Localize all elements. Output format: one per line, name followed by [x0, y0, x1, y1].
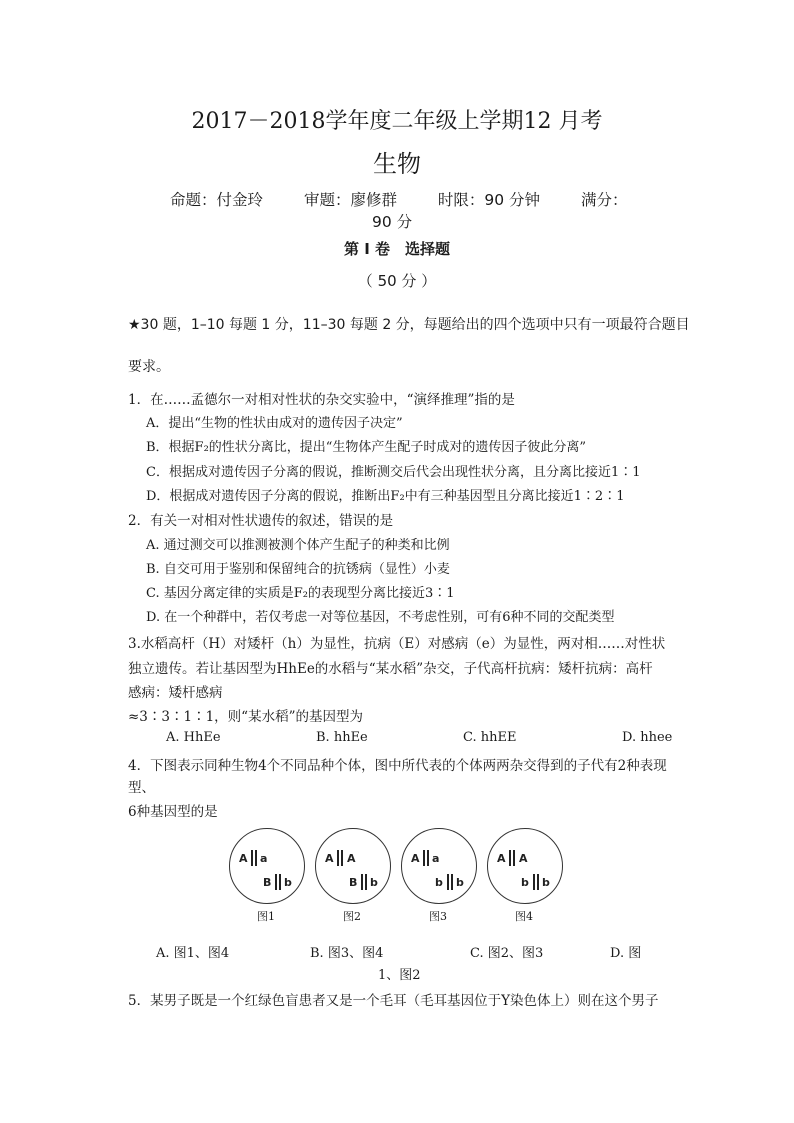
allele-label: b [521, 876, 529, 889]
allele-label: A [325, 852, 334, 865]
allele-label: b [435, 876, 443, 889]
q1-option-c: C．根据成对遗传因子分离的假说，推断测交后代会出现性状分离，且分离比接近1∶1 [146, 465, 641, 480]
q3-option-b: B. hhEe [316, 730, 368, 745]
figure-3 [397, 828, 479, 924]
q4-option-c: C. 图2、图3 [470, 946, 544, 961]
allele-label: B [349, 876, 358, 889]
q1-option-d: D．根据成对遗传因子分离的假说，推断出F₂中有三种基因型且分离比接近1∶2∶1 [146, 489, 625, 504]
q2-option-d: D. 在一个种群中，若仅考虑一对等位基因，不考虑性别，可有6种不同的交配类型 [146, 610, 615, 625]
figure-2 [311, 828, 393, 924]
q2-option-b: B. 自交可用于鉴别和保留纯合的抗锈病（显性）小麦 [146, 562, 450, 577]
q3-option-c: C. hhEE [463, 730, 517, 745]
meta-reviewer: 审题：廖修群 [303, 191, 397, 209]
cell-circle [229, 828, 305, 904]
allele-label: b [542, 876, 550, 889]
cell-circle [315, 828, 391, 904]
allele-label: a [260, 852, 268, 865]
q4-option-d: D. 图 [610, 946, 642, 961]
q1-option-b: B．根据F₂的性状分离比，提出“生物体产生配子时成对的遗传因子彼此分离” [146, 440, 587, 455]
allele-label: b [370, 876, 378, 889]
instructions-line1: ★30 题，1–10 每题 1 分，11–30 每题 2 分，每题给出的四个选项中只有一项最符合题目 [128, 317, 690, 333]
q4-line2: 型、 [128, 780, 155, 796]
meta-fullscore: 满分： [581, 191, 628, 209]
q3-line3: 感病：矮杆感病 [128, 685, 223, 701]
q2-option-a: A. 通过测交可以推测被测个体产生配子的种类和比例 [146, 538, 450, 553]
figure-4 [483, 828, 565, 924]
q1-stem: 1．在……孟德尔一对相对性状的杂交实验中，“演绎推理”指的是 [128, 392, 515, 408]
allele-label: A [239, 852, 248, 865]
allele-label: A [519, 852, 528, 865]
meta-fullscore-value: 90 分 [372, 213, 413, 231]
cell-circle [487, 828, 563, 904]
cell-circle [401, 828, 477, 904]
q4-option-a: A. 图1、图4 [156, 946, 230, 961]
q5-line1: 5．某男子既是一个红绿色盲患者又是一个毛耳（毛耳基因位于Y染色体上）则在这个男子 [128, 993, 659, 1009]
q3-option-d: D. hhee [622, 730, 673, 745]
allele-label: A [347, 852, 356, 865]
figure-1 [225, 828, 307, 924]
allele-label: b [284, 876, 292, 889]
allele-label: A [497, 852, 506, 865]
subject-title: 生物 [373, 150, 421, 178]
meta-author: 命题：付金玲 [170, 191, 264, 209]
q3-line2: 独立遗传。若让基因型为HhEe的水稻与“某水稻”杂交，子代高杆抗病：矮杆抗病：高杆 [128, 661, 653, 677]
exam-meta [170, 188, 664, 210]
meta-time: 时限：90 分钟 [437, 191, 541, 209]
instructions-line2: 要求。 [128, 359, 170, 375]
q4-line3: 6种基因型的是 [128, 804, 218, 820]
q4-option-d-cont: 1、图2 [378, 968, 421, 983]
figure-caption: 图3 [429, 910, 447, 923]
q3-line4: ≈3∶3∶1∶1，则“某水稻”的基因型为 [128, 709, 363, 725]
allele-label: a [432, 852, 440, 865]
part-title: 第 I 卷 选择题 [343, 240, 451, 258]
q2-stem: 2．有关一对相对性状遗传的叙述，错误的是 [128, 513, 394, 529]
figure-caption: 图1 [257, 910, 275, 923]
q1-option-a: A．提出“生物的性状由成对的遗传因子决定” [146, 416, 403, 431]
figure-caption: 图2 [343, 910, 361, 923]
allele-label: A [411, 852, 420, 865]
q4-option-b: B. 图3、图4 [310, 946, 384, 961]
part-score: （ 50 分 ） [357, 272, 437, 290]
q2-option-c: C. 基因分离定律的实质是F₂的表现型分离比接近3∶1 [146, 586, 455, 601]
allele-label: b [456, 876, 464, 889]
q3-line1: 3.水稻高杆（H）对矮杆（h）为显性，抗病（E）对感病（e）为显性，两对相……对性状 [128, 636, 666, 652]
q4-line1: 4．下图表示同种生物4个不同品种个体，图中所代表的个体两两杂交得到的子代有2种表现 [128, 758, 667, 774]
q3-option-a: A. HhEe [166, 730, 221, 745]
exam-title: 2017－2018学年度二年级上学期12 月考 [191, 109, 603, 134]
allele-label: B [263, 876, 272, 889]
figure-caption: 图4 [515, 910, 533, 923]
q4-figure [225, 828, 565, 924]
